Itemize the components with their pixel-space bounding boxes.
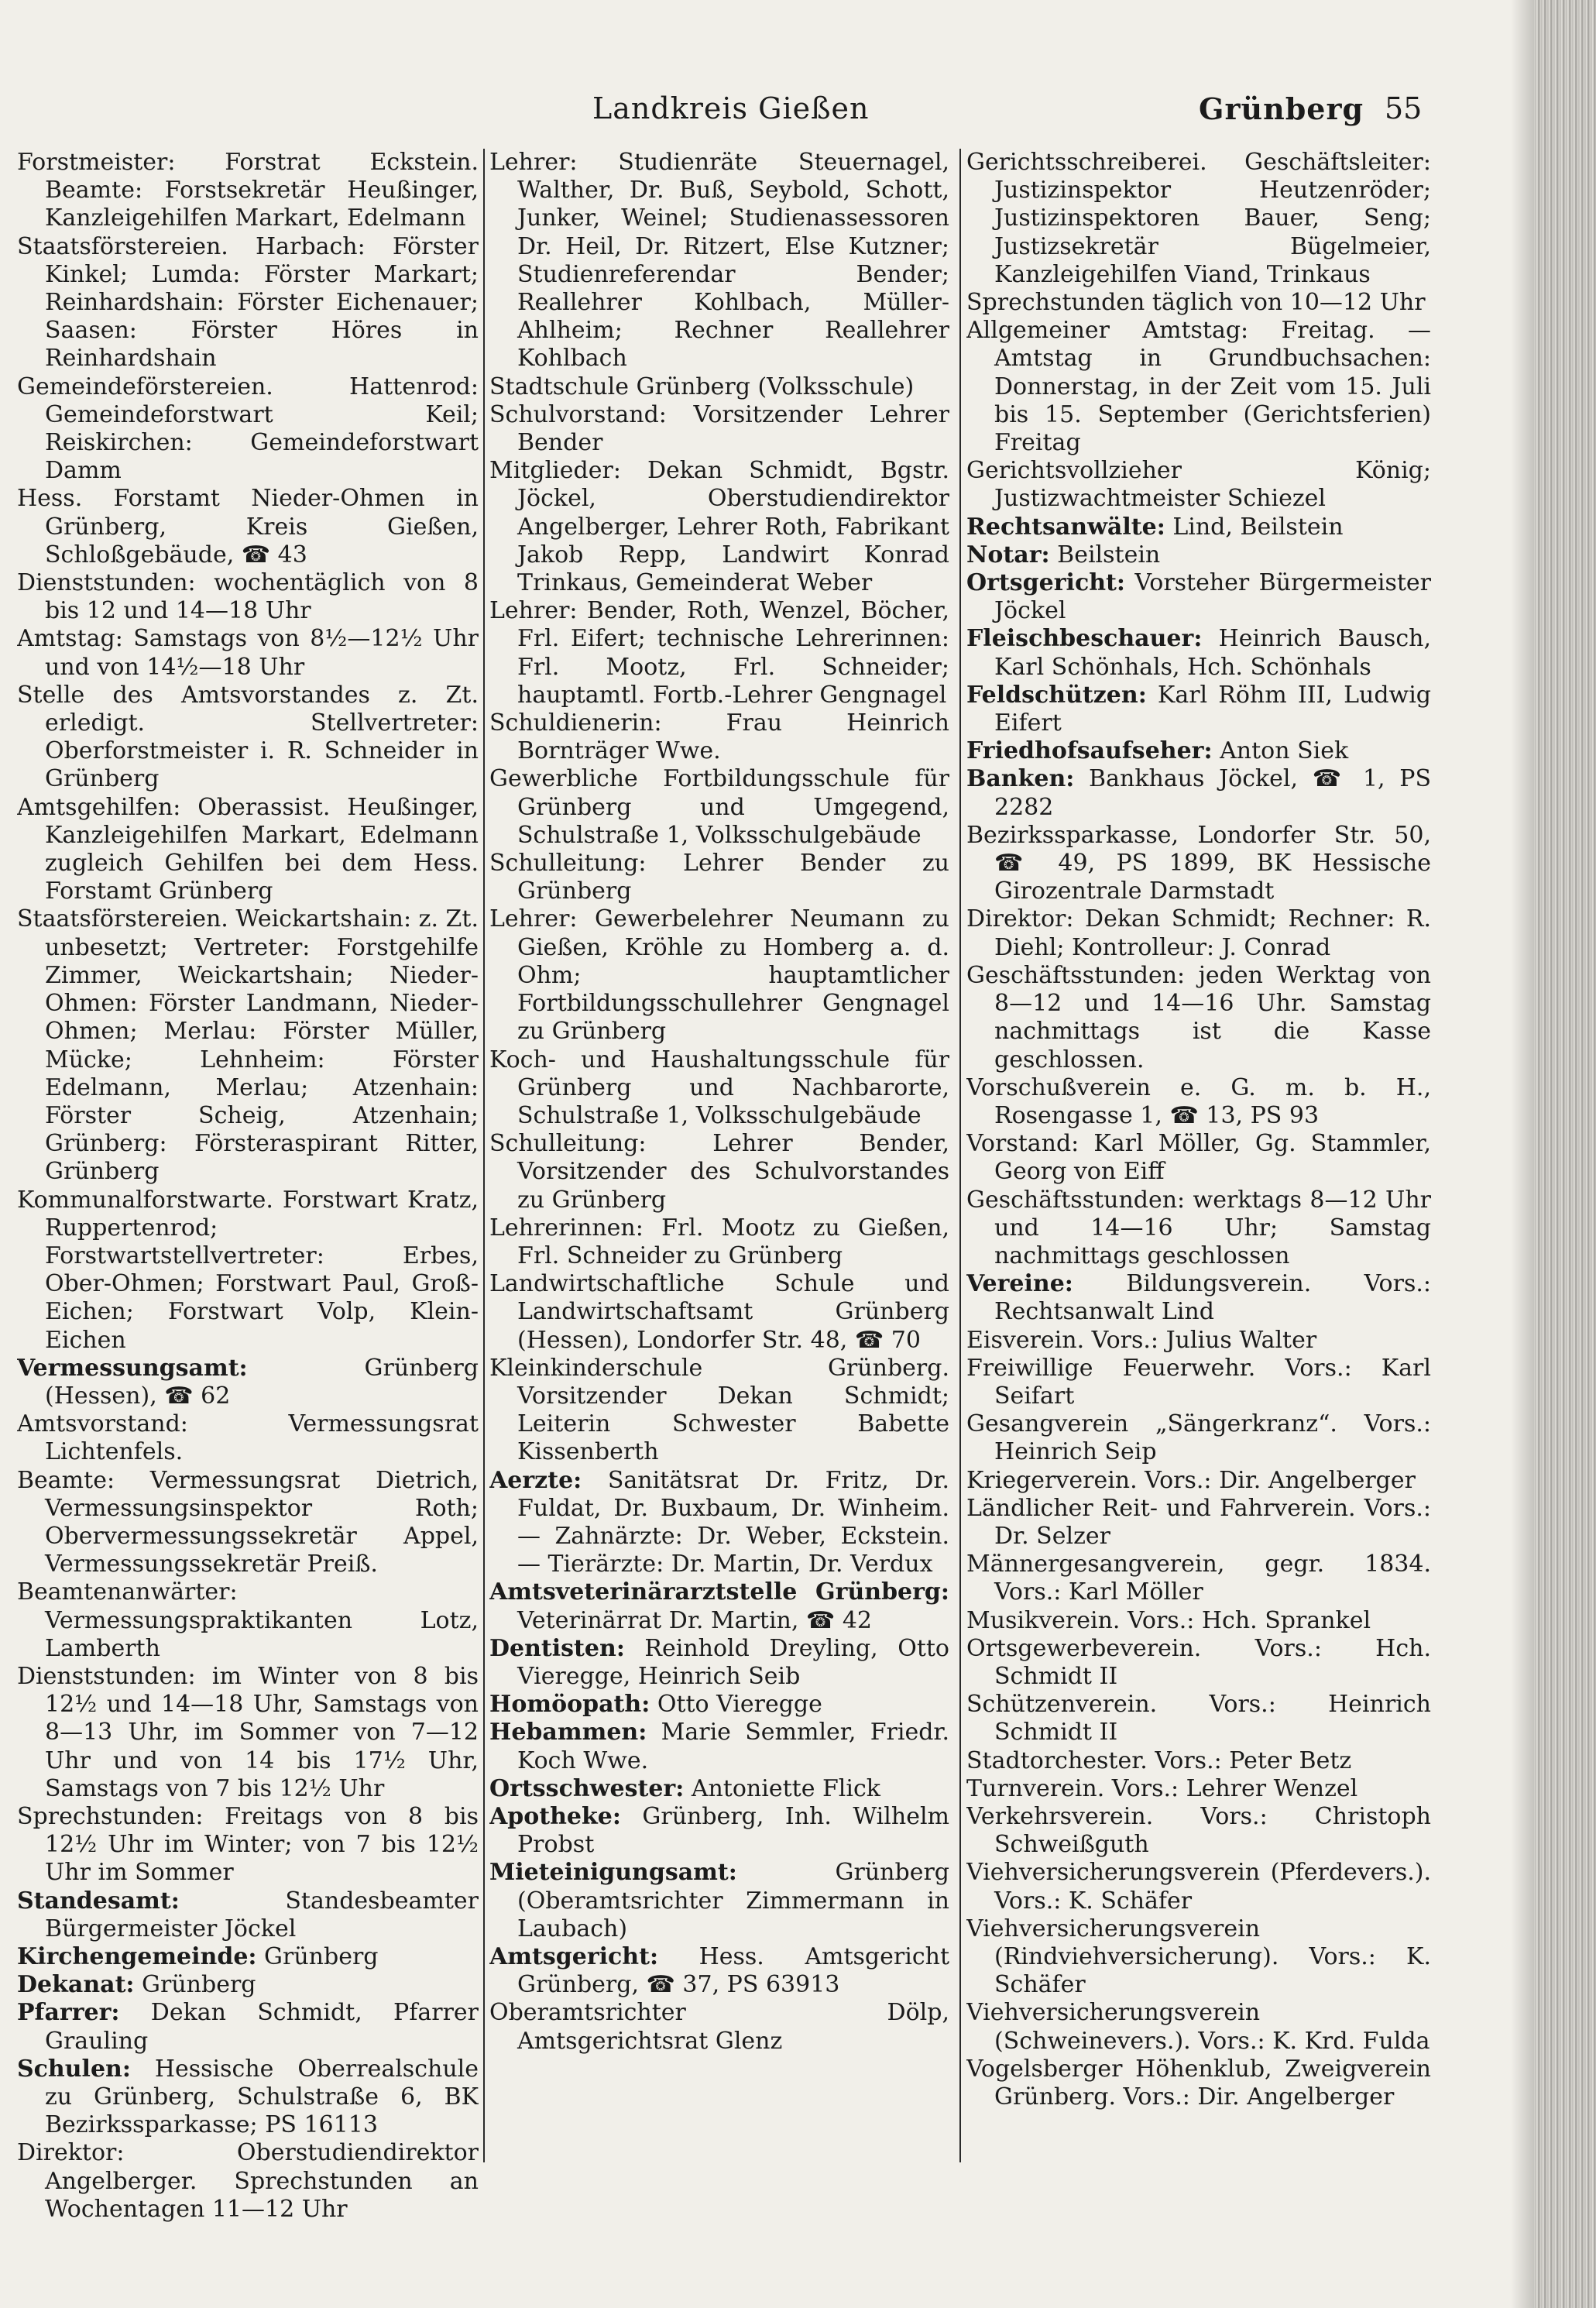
entry-text: Staatsförstereien. Harbach: Förster Kinkel; Lumda: Förster Markart; Reinhardshain: Förster Eichenauer; Saasen: Förster Höres in Reinhardshain bbox=[17, 232, 479, 373]
column-1 bbox=[17, 149, 479, 2286]
entry-heading: Banken: bbox=[966, 765, 1075, 793]
entry-text: Heinrich Bausch, Karl Schönhals, Hch. Schönhals bbox=[994, 625, 1431, 681]
entry-text: Musikverein. Vors.: Hch. Sprankel bbox=[966, 1606, 1371, 1634]
entry-text: Lind, Beilstein bbox=[1165, 513, 1344, 541]
entry-text: Antoniette Flick bbox=[684, 1774, 880, 1802]
directory-entry bbox=[489, 401, 949, 457]
directory-entry bbox=[17, 1355, 479, 1410]
directory-entry bbox=[489, 1578, 949, 1634]
directory-entry bbox=[489, 1775, 949, 1803]
entry-text: Marie Semmler, Friedr. Koch Wwe. bbox=[517, 1719, 949, 1774]
directory-entry bbox=[17, 149, 479, 233]
directory-entry bbox=[17, 682, 479, 794]
entry-text: Gemeindeförstereien. Hattenrod: Gemeindeforstwart Keil; Reiskirchen: Gemeindeforstwart Damm bbox=[17, 373, 479, 485]
directory-entry bbox=[966, 1635, 1431, 1691]
entry-heading: Dentisten: bbox=[489, 1634, 625, 1662]
directory-entry bbox=[966, 1495, 1431, 1551]
entry-heading: Feldschützen: bbox=[966, 681, 1147, 709]
entry-text: Gerichtsschreiberei. Geschäftsleiter: Justizinspektor Heutzenröder; Justizinspektoren Bauer, Seng; Justizsekretär Bügelmeier, Kanzleigehilfen Viand, Trinkaus bbox=[966, 149, 1431, 288]
entry-text: Geschäftsstunden: werktags 8—12 Uhr und 14—16 Uhr; Samstag nachmittags geschlossen bbox=[966, 1186, 1431, 1269]
entry-text: Schuldienerin: Frau Heinrich Bornträger Wwe. bbox=[489, 709, 949, 765]
directory-entry bbox=[966, 541, 1431, 569]
column-rule bbox=[959, 149, 961, 2162]
directory-entry bbox=[966, 1859, 1431, 1915]
entry-heading: Ortsschwester: bbox=[489, 1774, 685, 1802]
directory-entry bbox=[489, 1046, 949, 1131]
entry-text: Lehrerinnen: Frl. Mootz zu Gießen, Frl. Schneider zu Grünberg bbox=[489, 1214, 949, 1269]
directory-entry bbox=[966, 737, 1431, 765]
entry-heading: Rechtsanwälte: bbox=[966, 513, 1165, 541]
entry-heading: Hebammen: bbox=[489, 1719, 647, 1746]
directory-entry bbox=[966, 1355, 1431, 1410]
directory-entry bbox=[966, 1999, 1431, 2055]
directory-entry bbox=[966, 149, 1431, 289]
directory-entry bbox=[489, 905, 949, 1046]
entry-text: Otto Vieregge bbox=[650, 1691, 822, 1719]
directory-entry bbox=[966, 2056, 1431, 2111]
entry-text: Kommunalforstwarte. Forstwart Kratz, Ruppertenrod; Forstwartstellvertreter: Erbes, Ober-Ohmen; Forstwart Paul, Groß-Eichen; Forstwart Volp, Klein-Eichen bbox=[17, 1186, 479, 1354]
running-title: Landkreis Gießen bbox=[592, 91, 870, 125]
entry-text: Oberamtsrichter Dölp, Amtsgerichtsrat Glenz bbox=[489, 1999, 949, 2055]
entry-text: Koch- und Haushaltungsschule für Grünberg und Nachbarorte, Schulstraße 1, Volksschulgebäude bbox=[489, 1046, 949, 1129]
directory-entry bbox=[489, 1355, 949, 1467]
page-number: 55 bbox=[1385, 91, 1423, 125]
entry-heading: Fleischbeschauer: bbox=[966, 625, 1203, 653]
entry-text: Veterinärrat Dr. Martin, ☎ 42 bbox=[517, 1606, 873, 1634]
directory-entry bbox=[966, 1691, 1431, 1746]
directory-entry bbox=[17, 373, 479, 486]
directory-entry bbox=[489, 457, 949, 597]
entry-text: Verkehrsverein. Vors.: Christoph Schweißguth bbox=[966, 1802, 1431, 1859]
entry-heading: Pfarrer: bbox=[17, 1999, 120, 2027]
entry-text: Vorschußverein e. G. m. b. H., Rosengasse 1, ☎ 13, PS 93 bbox=[966, 1073, 1431, 1129]
entry-text: Stelle des Amtsvorstandes z. Zt. erledigt. Stellvertreter: Oberforstmeister i. R. Schneider in Grünberg bbox=[17, 681, 479, 793]
directory-entry bbox=[489, 1803, 949, 1859]
directory-entry bbox=[489, 1691, 949, 1719]
entry-text: Karl Röhm III, Ludwig Eifert bbox=[994, 681, 1431, 737]
entry-text: Sprechstunden: Freitags von 8 bis 12½ Uhr im Winter; von 7 bis 12½ Uhr im Sommer bbox=[17, 1802, 479, 1887]
directory-entry bbox=[489, 1467, 949, 1579]
column-3 bbox=[966, 149, 1431, 2286]
entry-text: Mitglieder: Dekan Schmidt, Bgstr. Jöckel, Oberstudiendirektor Angelberger, Lehrer Roth, Fabrikant Jakob Repp, Landwirt Konrad Trinkaus, Gemeinderat Weber bbox=[489, 457, 949, 597]
directory-entry bbox=[966, 457, 1431, 513]
entry-heading: Homöopath: bbox=[489, 1691, 650, 1719]
directory-entry bbox=[17, 1999, 479, 2055]
directory-entry bbox=[966, 1187, 1431, 1271]
directory-entry bbox=[17, 625, 479, 681]
entry-heading: Amtsveterinärarztstelle Grünberg: bbox=[489, 1578, 949, 1606]
directory-entry bbox=[489, 1999, 949, 2055]
entry-text: Direktor: Oberstudiendirektor Angelberger. Sprechstunden an Wochentagen 11—12 Uhr bbox=[17, 2139, 479, 2223]
directory-entry bbox=[966, 1607, 1431, 1635]
directory-entry bbox=[17, 905, 479, 1186]
entry-text: Männergesangverein, gegr. 1834. Vors.: Karl Möller bbox=[966, 1551, 1431, 1606]
entry-text: Staatsförstereien. Weickartshain: z. Zt. unbesetzt; Vertreter: Forstgehilfe Zimmer, Weickartshain; Nieder-Ohmen: Förster Landmann, Nieder-Ohmen; Merlau: Förster Müller, Mücke; Lehnheim: Förster Edelmann, Merlau; Atzenhain: Förster Scheig, Atzenhain; Grünberg: Försteraspirant Ritter, Grünberg bbox=[17, 905, 479, 1186]
directory-entry bbox=[966, 1775, 1431, 1803]
directory-entry bbox=[17, 2139, 479, 2224]
entry-heading: Ortsgericht: bbox=[966, 569, 1125, 597]
directory-entry bbox=[966, 1074, 1431, 1130]
entry-text: Lehrer: Bender, Roth, Wenzel, Böcher, Frl. Eifert; technische Lehrerinnen: Frl. Mootz, Frl. Schneider; hauptamtl. Fortb.-Lehrer Gengnagel bbox=[489, 597, 949, 709]
entry-text: Ländlicher Reit- und Fahrverein. Vors.: Dr. Selzer bbox=[966, 1494, 1431, 1550]
entry-text: Gesangverein „Sängerkranz“. Vors.: Heinrich Seip bbox=[966, 1410, 1431, 1466]
entry-text: Dienststunden: im Winter von 8 bis 12½ und 14—18 Uhr, Samstags von 8—13 Uhr, im Sommer von 7—12 Uhr und von 14 bis 17½ Uhr, Samstags von 7 bis 12½ Uhr bbox=[17, 1662, 479, 1802]
entry-text: Amtsgehilfen: Oberassist. Heußinger, Kanzleigehilfen Markart, Edelmann zugleich Gehilfen bei dem Hess. Forstamt Grünberg bbox=[17, 793, 479, 905]
directory-entry bbox=[966, 962, 1431, 1074]
directory-entry bbox=[489, 1859, 949, 1943]
directory-entry bbox=[966, 569, 1431, 625]
column-rule bbox=[483, 149, 485, 2162]
directory-entry bbox=[966, 1410, 1431, 1466]
directory-entry bbox=[17, 1410, 479, 1466]
directory-entry bbox=[17, 1663, 479, 1803]
column-2 bbox=[489, 149, 949, 2286]
entry-text: Vorstand: Karl Möller, Gg. Stammler, Georg von Eiff bbox=[966, 1130, 1431, 1186]
entry-text: Sanitätsrat Dr. Fritz, Dr. Fuldat, Dr. Buxbaum, Dr. Winheim. — Zahnärzte: Dr. Weber, Eckstein. — Tierärzte: Dr. Martin, Dr. Verdux bbox=[517, 1466, 949, 1578]
entry-text: Turnverein. Vors.: Lehrer Wenzel bbox=[966, 1774, 1358, 1802]
directory-entry bbox=[17, 1187, 479, 1355]
directory-entry bbox=[966, 682, 1431, 737]
entry-text: Beamtenanwärter: Vermessungspraktikanten Lotz, Lamberth bbox=[17, 1578, 479, 1662]
entry-text: Bildungsverein. Vors.: Rechtsanwalt Lind bbox=[994, 1270, 1431, 1326]
directory-entry bbox=[966, 317, 1431, 457]
directory-entry bbox=[489, 149, 949, 373]
entry-text: Stadtorchester. Vors.: Peter Betz bbox=[966, 1746, 1352, 1774]
directory-entry bbox=[17, 569, 479, 625]
entry-text: Viehversicherungsverein (Rindviehversicherung). Vors.: K. Schäfer bbox=[966, 1915, 1431, 1999]
entry-text: Amtstag: Samstags von 8½—12½ Uhr und von 14½—18 Uhr bbox=[17, 625, 479, 681]
directory-entry bbox=[966, 822, 1431, 906]
directory-entry bbox=[489, 1130, 949, 1214]
directory-entry bbox=[489, 1943, 949, 1999]
directory-entry bbox=[966, 905, 1431, 961]
directory-entry bbox=[966, 765, 1431, 821]
entry-text: Dekan Schmidt, Pfarrer Grauling bbox=[45, 1999, 479, 2055]
entry-text: Vorsteher Bürgermeister Jöckel bbox=[994, 569, 1431, 625]
directory-entry bbox=[966, 1467, 1431, 1495]
directory-entry bbox=[966, 1747, 1431, 1775]
entry-heading: Friedhofsaufseher: bbox=[966, 737, 1213, 765]
directory-entry bbox=[489, 373, 949, 401]
directory-entry bbox=[17, 1887, 479, 1943]
directory-entry bbox=[966, 1803, 1431, 1859]
directory-entry bbox=[489, 850, 949, 905]
entry-heading: Standesamt: bbox=[17, 1887, 180, 1915]
entry-heading: Dekanat: bbox=[17, 1971, 135, 1999]
entry-text: Hessische Oberrealschule zu Grünberg, Schulstraße 6, BK Bezirkssparkasse; PS 16113 bbox=[45, 2055, 479, 2139]
directory-entry bbox=[489, 597, 949, 709]
entry-text: Freiwillige Feuerwehr. Vors.: Karl Seifart bbox=[966, 1354, 1431, 1410]
directory-entry bbox=[966, 1270, 1431, 1326]
entry-heading: Vermessungsamt: bbox=[17, 1354, 248, 1382]
entry-text: Schulleitung: Lehrer Bender zu Grünberg bbox=[489, 850, 949, 905]
entry-text: Amtsvorstand: Vermessungsrat Lichtenfels. bbox=[17, 1410, 479, 1466]
directory-entry bbox=[17, 1467, 479, 1579]
entry-text: Grünberg, Inh. Wilhelm Probst bbox=[517, 1802, 949, 1859]
directory-entry bbox=[17, 1943, 479, 1971]
entry-text: Viehversicherungsverein (Pferdevers.). Vors.: K. Schäfer bbox=[966, 1859, 1431, 1915]
entry-text: Hess. Amtsgericht Grünberg, ☎ 37, PS 63913 bbox=[517, 1943, 949, 1999]
entry-text: Forstmeister: Forstrat Eckstein. Beamte: Forstsekretär Heußinger, Kanzleigehilfen Markart, Edelmann bbox=[17, 149, 479, 232]
entry-text: Lehrer: Studienräte Steuernagel, Walther, Dr. Buß, Seybold, Schott, Junker, Weinel; Studienassessoren Dr. Heil, Dr. Ritzert, Else Kutzner; Studienreferendar Bender; Reallehrer Kohlbach, Müller-Ahlheim; Rechner Reallehrer Kohlbach bbox=[489, 149, 949, 373]
directory-entry bbox=[966, 513, 1431, 541]
directory-entry bbox=[489, 1270, 949, 1355]
directory-entry bbox=[966, 289, 1431, 317]
directory-entry bbox=[489, 1635, 949, 1691]
directory-entry bbox=[489, 1719, 949, 1774]
directory-entry bbox=[489, 709, 949, 765]
directory-entry bbox=[489, 1214, 949, 1270]
entry-text: Bankhaus Jöckel, ☎ 1, PS 2282 bbox=[994, 765, 1431, 821]
entry-text: Kriegerverein. Vors.: Dir. Angelberger bbox=[966, 1466, 1416, 1494]
entry-text: Geschäftsstunden: jeden Werktag von 8—12 und 14—16 Uhr. Samstag nachmittags ist die Kasse geschlossen. bbox=[966, 961, 1431, 1073]
entry-text: Vogelsberger Höhenklub, Zweigverein Grünberg. Vors.: Dir. Angelberger bbox=[966, 2055, 1431, 2111]
entry-heading: Schulen: bbox=[17, 2055, 131, 2083]
place-heading: Grünberg bbox=[1199, 91, 1364, 126]
entry-text: Standesbeamter Bürgermeister Jöckel bbox=[45, 1887, 479, 1942]
entry-text: Sprechstunden täglich von 10—12 Uhr bbox=[966, 289, 1426, 317]
entry-heading: Apotheke: bbox=[489, 1802, 621, 1830]
entry-text: Grünberg (Oberamtsrichter Zimmermann in Laubach) bbox=[517, 1859, 949, 1942]
directory-entry bbox=[17, 233, 479, 373]
entry-heading: Amtsgericht: bbox=[489, 1943, 659, 1970]
entry-text: Bezirkssparkasse, Londorfer Str. 50, ☎ 49, PS 1899, BK Hessische Girozentrale Darmstadt bbox=[966, 821, 1431, 905]
entry-text: Schützenverein. Vors.: Heinrich Schmidt II bbox=[966, 1691, 1431, 1746]
entry-heading: Notar: bbox=[966, 541, 1050, 568]
entry-text: Direktor: Dekan Schmidt; Rechner: R. Diehl; Kontrolleur: J. Conrad bbox=[966, 905, 1431, 961]
directory-entry bbox=[17, 794, 479, 906]
entry-text: Schulleitung: Lehrer Bender, Vorsitzender des Schulvorstandes zu Grünberg bbox=[489, 1130, 949, 1214]
entry-text: Beilstein bbox=[1049, 541, 1161, 568]
directory-entry bbox=[966, 1130, 1431, 1186]
entry-heading: Mieteinigungsamt: bbox=[489, 1859, 737, 1887]
page-gutter-shadow bbox=[1511, 0, 1534, 2308]
entry-text: Grünberg (Hessen), ☎ 62 bbox=[45, 1354, 479, 1410]
page-header bbox=[0, 91, 1526, 138]
directory-entry bbox=[17, 1578, 479, 1663]
entry-heading: Kirchengemeinde: bbox=[17, 1943, 257, 1970]
entry-text: Grünberg bbox=[134, 1971, 256, 1999]
entry-text: Hess. Forstamt Nieder-Ohmen in Grünberg, Kreis Gießen, Schloßgebäude, ☎ 43 bbox=[17, 485, 479, 568]
entry-heading: Vereine: bbox=[966, 1270, 1073, 1298]
directory-entry bbox=[966, 1915, 1431, 2000]
entry-text: Kleinkinderschule Grünberg. Vorsitzender Dekan Schmidt; Leiterin Schwester Babette Kissenberth bbox=[489, 1354, 949, 1466]
entry-text: Schulvorstand: Vorsitzender Lehrer Bender bbox=[489, 400, 949, 457]
entry-text: Ortsgewerbeverein. Vors.: Hch. Schmidt II bbox=[966, 1634, 1431, 1690]
entry-text: Gerichtsvollzieher König; Justizwachtmeister Schiezel bbox=[966, 457, 1431, 513]
entry-text: Dienststunden: wochentäglich von 8 bis 12 und 14—18 Uhr bbox=[17, 569, 479, 625]
directory-entry bbox=[17, 1803, 479, 1887]
entry-text: Beamte: Vermessungsrat Dietrich, Vermessungsinspektor Roth; Obervermessungssekretär Appel, Vermessungssekretär Preiß. bbox=[17, 1466, 479, 1578]
entry-heading: Aerzte: bbox=[489, 1466, 582, 1494]
entry-text: Reinhold Dreyling, Otto Vieregge, Heinrich Seib bbox=[517, 1634, 949, 1690]
entry-text: Viehversicherungsverein (Schweinevers.). Vors.: K. Krd. Fulda bbox=[966, 1999, 1430, 2055]
entry-text: Allgemeiner Amtstag: Freitag. — Amtstag in Grundbuchsachen: Donnerstag, in der Zeit vom 15. Juli bis 15. September (Gerichtsferien) Freitag bbox=[966, 317, 1431, 457]
directory-entry bbox=[966, 1327, 1431, 1355]
directory-entry bbox=[17, 485, 479, 569]
directory-entry bbox=[966, 1551, 1431, 1606]
directory-entry bbox=[489, 765, 949, 850]
entry-text: Stadtschule Grünberg (Volksschule) bbox=[489, 373, 915, 400]
directory-entry bbox=[966, 625, 1431, 681]
page-edge bbox=[1534, 0, 1596, 2308]
entry-text: Landwirtschaftliche Schule und Landwirtschaftsamt Grünberg (Hessen), Londorfer Str. 48, ☎ 70 bbox=[489, 1270, 949, 1354]
entry-text: Grünberg bbox=[256, 1943, 379, 1970]
entry-text: Anton Siek bbox=[1212, 737, 1349, 765]
entry-text: Gewerbliche Fortbildungsschule für Grünberg und Umgegend, Schulstraße 1, Volksschulgebäude bbox=[489, 765, 949, 849]
directory-entry bbox=[17, 1971, 479, 1999]
entry-text: Lehrer: Gewerbelehrer Neumann zu Gießen, Kröhle zu Homberg a. d. Ohm; hauptamtlicher Fortbildungsschullehrer Gengnagel zu Grünberg bbox=[489, 905, 949, 1046]
directory-entry bbox=[17, 2056, 479, 2140]
entry-text: Eisverein. Vors.: Julius Walter bbox=[966, 1326, 1317, 1354]
